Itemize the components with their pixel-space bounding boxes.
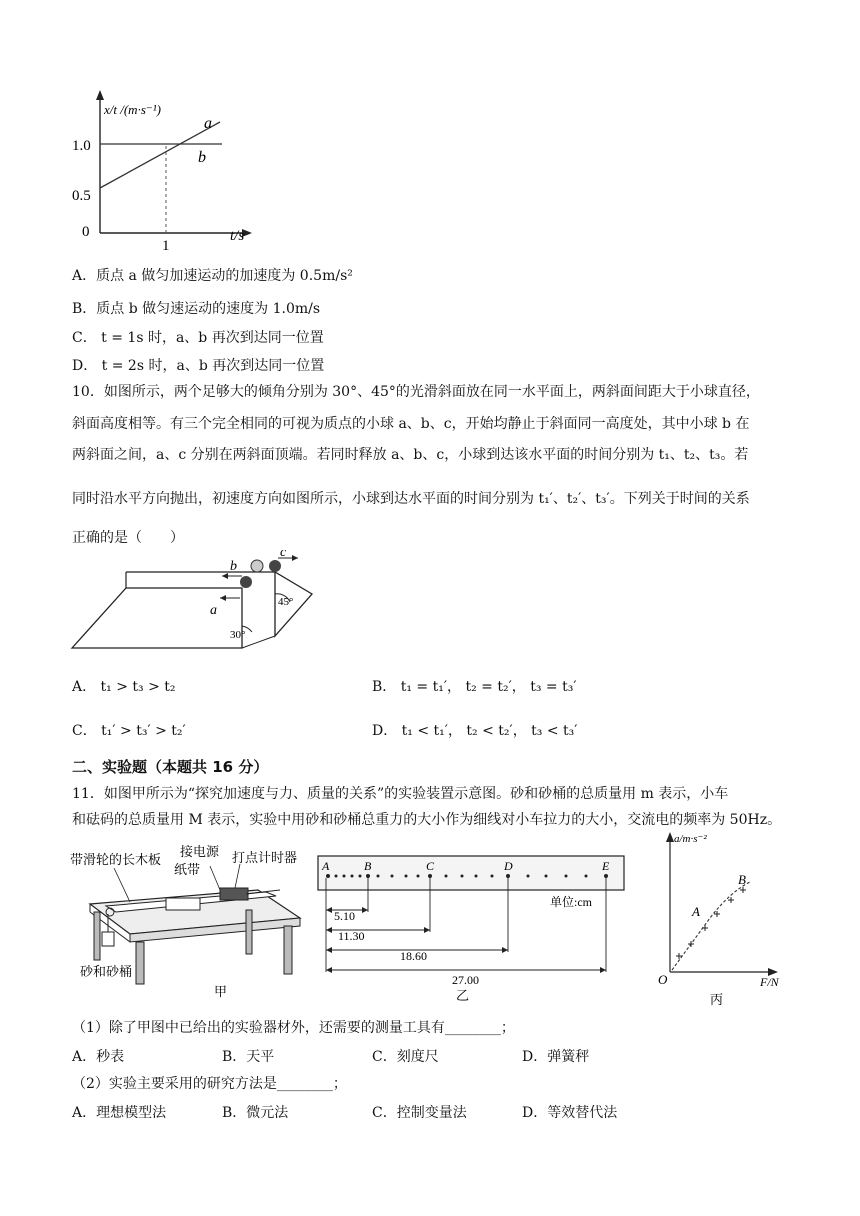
q10-option-d: D． t₁ < t₁′， t₂ < t₂′， t₃ < t₃′ [372,723,578,739]
yi-point-a: A [322,859,330,873]
yi-point-e: E [602,859,610,873]
ball-b [251,560,263,572]
yi-point-c: C [426,859,435,873]
bing-origin: O [658,972,668,987]
q11-sub2-option-c: C．控制变量法 [372,1105,467,1121]
q11-text-line1: 11．如图甲所示为“探究加速度与力、质量的关系”的实验装置示意图。砂和砂桶的总质量用 m 表示，小车 [72,786,729,802]
fig10-label-b: b [230,559,237,574]
yi-dist-ab: 5.10 [334,909,355,923]
q11-sub1-option-d: D．弹簧秤 [522,1049,590,1065]
fig10-angle-45: 45° [278,596,294,608]
yi-dist-ae: 27.00 [452,973,479,987]
q10-text-line2: 斜面高度相等。有三个完全相同的可视为质点的小球 a、b、c，开始均静止于斜面同一高度处，其中小球 b 在 [72,416,750,432]
q9-option-a: A．质点 a 做匀加速运动的加速度为 0.5m/s² [72,268,353,284]
yi-dist-ad: 18.60 [400,949,427,963]
q10-text-line3: 两斜面之间，a、c 分别在两斜面顶端。若同时释放 a、b、c，小球到达该水平面的时间分别为 t₁、t₂、t₃。若 [72,447,749,463]
graph-y-label: x/t /(m·s⁻¹) [104,102,161,117]
yi-point-b: B [364,859,372,873]
graph-tick-0: 0 [82,224,90,240]
yi-unit: 单位:cm [550,895,592,909]
fig10-label-a: a [210,603,217,618]
bing-mark-a: A [692,904,700,919]
yi-point-d: D [504,859,513,873]
q11-sub1-option-a: A．秒表 [72,1049,125,1065]
q11-sub2-option-a: A．理想模型法 [72,1105,167,1121]
q11-text-line2: 和砝码的总质量用 M 表示，实验中用砂和砂桶总重力的大小作为细线对小车拉力的大小，交流电的频率为 50Hz。 [72,812,782,828]
jia-label-bucket: 砂和砂桶 [80,964,133,979]
bing-mark-b: B [738,872,746,887]
fig-bing-graph [650,826,790,1006]
fig10-label-c: c [280,550,287,560]
q10-option-a: A． t₁ > t₃ > t₂ [72,679,176,695]
q10-incline-figure [70,550,320,660]
q11-sub1: （1）除了甲图中已给出的实验器材外，还需要的测量工具有________； [72,1020,515,1036]
q10-option-b: B． t₁ = t₁′， t₂ = t₂′， t₃ = t₃′ [372,679,577,695]
graph-line-a-label: a [204,115,212,132]
q11-sub1-option-c: C．刻度尺 [372,1049,439,1065]
jia-label-power: 接电源 [180,844,220,859]
q11-sub2: （2）实验主要采用的研究方法是________； [72,1076,347,1092]
jia-label-timer: 打点计时器 [232,850,298,865]
q10-text-line4: 同时沿水平方向抛出，初速度方向如图所示，小球到达水平面的时间分别为 t₁′、t₂′、t₃′。下列关于时间的关系 [72,491,750,507]
bing-caption: 丙 [710,992,724,1006]
q9-option-c: C． t = 1s 时，a、b 再次到达同一位置 [72,330,324,346]
q10-option-c: C． t₁′ > t₃′ > t₂′ [72,723,186,739]
graph-line-b-label: b [198,149,206,166]
fig-jia-apparatus [70,840,310,1000]
q9-graph [70,88,270,258]
q9-option-b: B．质点 b 做匀速运动的速度为 1.0m/s [72,301,321,317]
graph-tick-1.0: 1.0 [72,138,91,154]
jia-label-board: 带滑轮的长木板 [70,852,162,867]
graph-tick-0.5: 0.5 [72,188,91,204]
jia-caption: 甲 [214,984,228,999]
graph-tick-x1: 1 [162,238,170,254]
q10-text-line1: 10．如图所示，两个足够大的倾角分别为 30°、45°的光滑斜面放在同一水平面上，两斜面间距大于小球直径， [72,384,760,400]
q9-option-d: D． t = 2s 时，a、b 再次到达同一位置 [72,358,325,374]
q11-sub2-option-d: D．等效替代法 [522,1105,618,1121]
q11-sub1-option-b: B．天平 [222,1049,275,1065]
yi-caption: 乙 [456,988,470,1002]
jia-label-tape: 纸带 [174,862,201,877]
q11-sub2-option-b: B．微元法 [222,1105,289,1121]
q10-text-line5: 正确的是（ ） [72,530,184,546]
yi-dist-ac: 11.30 [338,929,365,943]
fig-yi-tape [316,846,632,1002]
graph-x-label: t/s [230,228,245,244]
bing-x-label: F/N [760,975,779,989]
fig10-angle-30: 30° [230,629,246,641]
ball-c [269,560,281,572]
ball-a [240,576,252,588]
section2-title: 二、实验题（本题共 16 分） [72,758,269,776]
bing-y-label: a/m·s⁻² [674,833,707,845]
